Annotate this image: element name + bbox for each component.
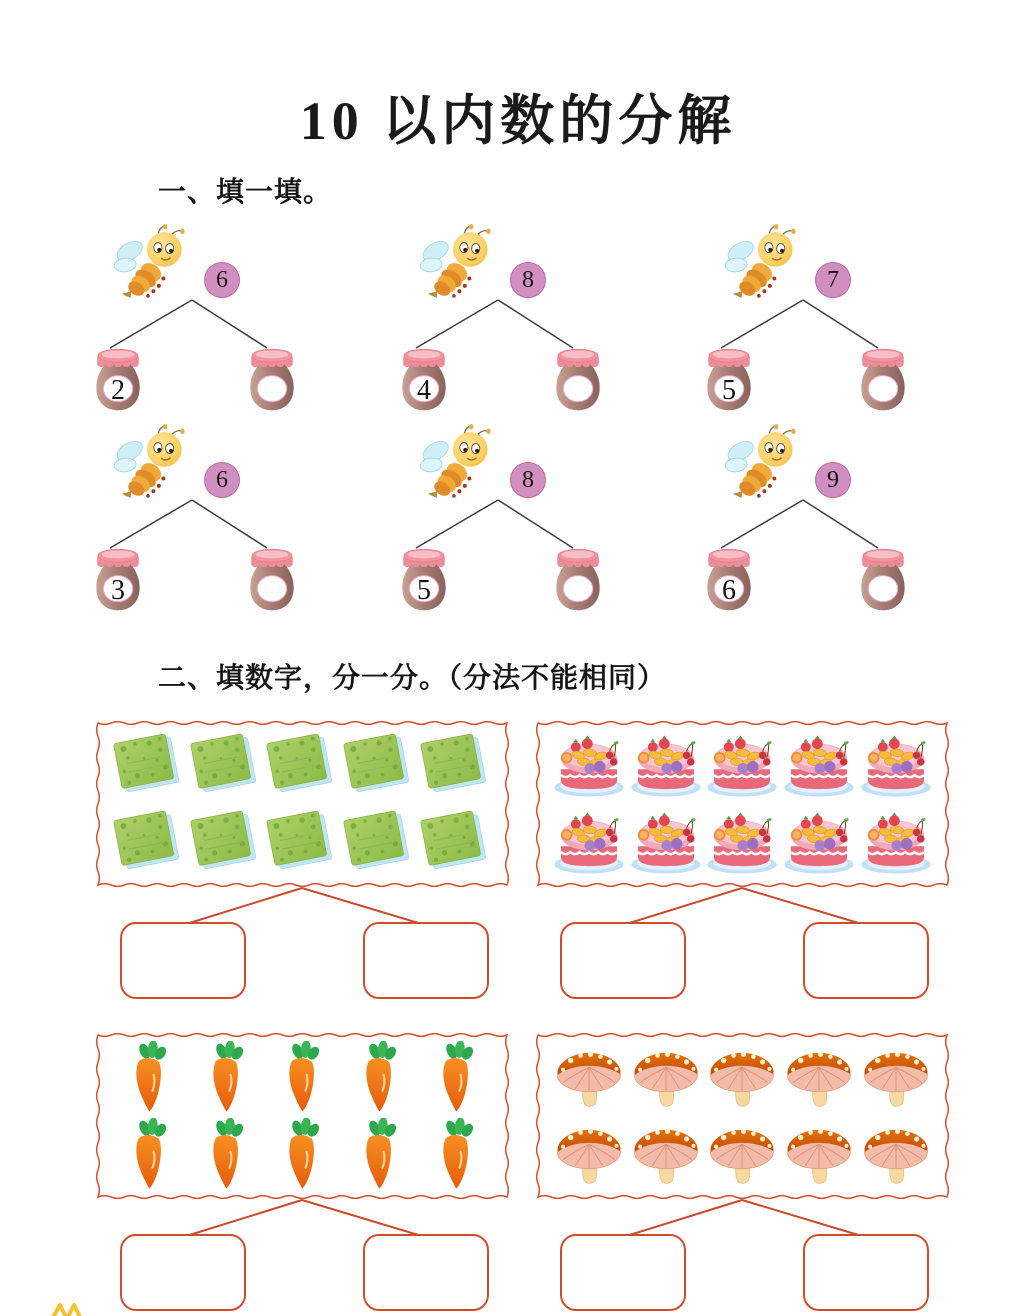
jar-blank[interactable]: [246, 575, 298, 607]
carrot-icon: [279, 1118, 325, 1192]
bee-icon: [722, 424, 814, 504]
honey-jar-right: [552, 544, 604, 616]
answer-box-right[interactable]: [363, 1234, 489, 1311]
total-number-circle: [204, 262, 240, 298]
honey-jar-right: [857, 544, 909, 616]
item-box: [535, 1032, 950, 1200]
jar-number: 5: [722, 375, 736, 406]
mushroom-icon: [552, 1049, 626, 1107]
notebook-icon: [265, 810, 339, 875]
decomposition-diagram-5: [383, 428, 618, 623]
jar-blank[interactable]: [857, 575, 909, 607]
honey-jar-right: [857, 344, 909, 416]
total-number-circle: [815, 262, 851, 298]
answer-box-left[interactable]: [560, 1234, 686, 1311]
carrot-icon: [203, 1041, 249, 1115]
jar-blank[interactable]: [552, 375, 604, 407]
bee-icon: [111, 424, 203, 504]
carrot-icon: [126, 1041, 172, 1115]
mushroom-icon: [629, 1049, 703, 1107]
mushroom-icon: [859, 1126, 933, 1184]
jar-number: 3: [111, 575, 125, 606]
decomposition-diagram-1: [77, 228, 312, 423]
fruit-cake-icon: [858, 733, 934, 799]
mushroom-icon: [705, 1049, 779, 1107]
division-group-notebooks: [95, 720, 510, 1002]
fruit-cake-icon: [858, 810, 934, 876]
notebook-icon: [342, 810, 416, 875]
carrot-icon: [356, 1041, 402, 1115]
honey-jar-right: [552, 344, 604, 416]
notebook-icon: [265, 733, 339, 798]
total-number-circle: [510, 462, 546, 498]
notebook-icon: [189, 810, 263, 875]
fruit-cake-icon: [628, 733, 704, 799]
mushroom-icon: [782, 1126, 856, 1184]
notebook-items: [111, 728, 494, 880]
answer-box-left[interactable]: [560, 922, 686, 999]
jar-number: 4: [417, 375, 431, 406]
carrot-items: [111, 1040, 494, 1192]
total-number: 7: [827, 266, 839, 293]
bee-icon: [722, 224, 814, 304]
mushroom-icon: [782, 1049, 856, 1107]
carrot-icon: [433, 1118, 479, 1192]
item-box: [95, 720, 510, 888]
division-group-carrots: [95, 1032, 510, 1314]
section2-heading: 二、填数字，分一分。（分法不能相同）: [158, 662, 667, 693]
notebook-icon: [419, 733, 493, 798]
fruit-cake-icon: [704, 810, 780, 876]
jar-blank[interactable]: [246, 375, 298, 407]
fruit-cake-icon: [781, 810, 857, 876]
carrot-icon: [433, 1041, 479, 1115]
division-group-cakes: [535, 720, 950, 1002]
total-number-circle: [815, 462, 851, 498]
division-group-mushrooms: [535, 1032, 950, 1314]
answer-box-right[interactable]: [803, 922, 929, 999]
jar-number: 6: [722, 575, 736, 606]
honey-jar-left: [92, 344, 144, 416]
total-number: 6: [216, 466, 228, 493]
honey-jar-right: [246, 544, 298, 616]
fruit-cake-icon: [781, 733, 857, 799]
section1-heading: 一、填一填。: [158, 176, 333, 207]
page-title: 10 以内数的分解: [299, 91, 737, 151]
answer-box-left[interactable]: [120, 1234, 246, 1311]
carrot-icon: [279, 1041, 325, 1115]
total-number-circle: [510, 262, 546, 298]
notebook-icon: [189, 733, 263, 798]
yellow-doodle-icon: [50, 1302, 94, 1316]
decomposition-diagram-6: [688, 428, 923, 623]
notebook-icon: [342, 733, 416, 798]
mushroom-icon: [552, 1126, 626, 1184]
decomposition-diagram-2: [383, 228, 618, 423]
total-number: 9: [827, 466, 839, 493]
total-number: 6: [216, 266, 228, 293]
item-box: [95, 1032, 510, 1200]
fruit-cake-icon: [704, 733, 780, 799]
bee-icon: [417, 224, 509, 304]
mushroom-icon: [705, 1126, 779, 1184]
decomposition-diagram-4: [77, 428, 312, 623]
honey-jar-left: [398, 544, 450, 616]
bee-icon: [417, 424, 509, 504]
cake-items: [551, 728, 934, 880]
fruit-cake-icon: [551, 810, 627, 876]
answer-box-right[interactable]: [803, 1234, 929, 1311]
honey-jar-left: [398, 344, 450, 416]
answer-box-left[interactable]: [120, 922, 246, 999]
answer-box-right[interactable]: [363, 922, 489, 999]
honey-jar-left: [703, 344, 755, 416]
honey-jar-left: [703, 544, 755, 616]
mushroom-icon: [859, 1049, 933, 1107]
honey-jar-left: [92, 544, 144, 616]
jar-blank[interactable]: [857, 375, 909, 407]
notebook-icon: [112, 733, 186, 798]
item-box: [535, 720, 950, 888]
honey-jar-right: [246, 344, 298, 416]
fruit-cake-icon: [551, 733, 627, 799]
jar-blank[interactable]: [552, 575, 604, 607]
notebook-icon: [419, 810, 493, 875]
total-number: 8: [522, 466, 534, 493]
bee-icon: [111, 224, 203, 304]
carrot-icon: [356, 1118, 402, 1192]
carrot-icon: [126, 1118, 172, 1192]
carrot-icon: [203, 1118, 249, 1192]
jar-number: 2: [111, 375, 125, 406]
mushroom-icon: [629, 1126, 703, 1184]
total-number: 8: [522, 266, 534, 293]
fruit-cake-icon: [628, 810, 704, 876]
total-number-circle: [204, 462, 240, 498]
notebook-icon: [112, 810, 186, 875]
jar-number: 5: [417, 575, 431, 606]
decomposition-diagram-3: [688, 228, 923, 423]
mushroom-items: [551, 1040, 934, 1192]
